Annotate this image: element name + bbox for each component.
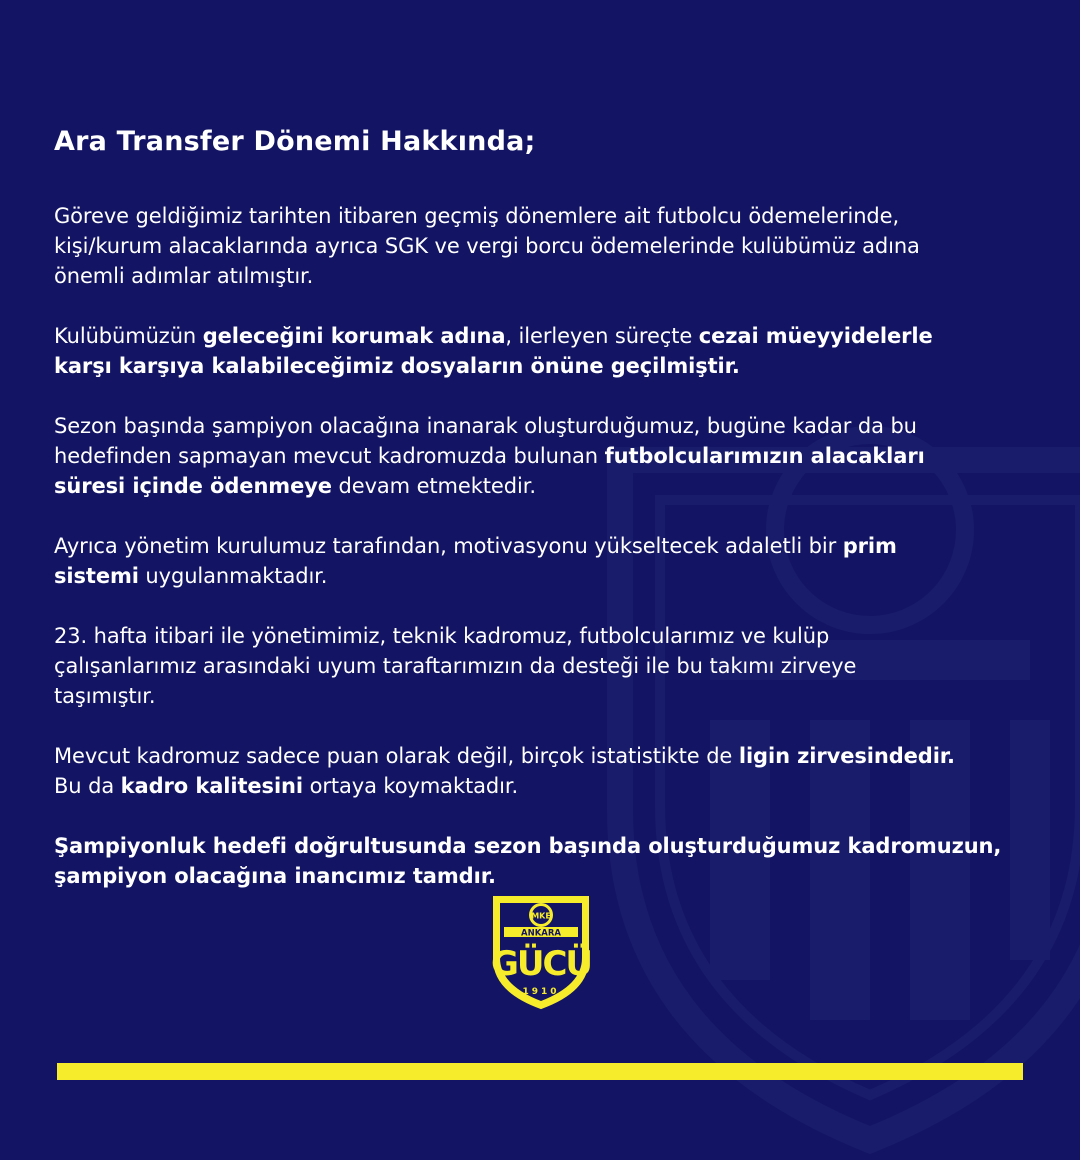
statement-paragraph [54, 531, 1044, 591]
text-run: önemli adımlar atılmıştır. [54, 264, 314, 288]
paragraph-line [54, 411, 1044, 441]
logo-name: ANKARA [521, 928, 561, 939]
bold-text: şampiyon olacağına inancımız tamdır. [54, 864, 496, 888]
paragraph-line [54, 261, 1044, 291]
paragraph-line [54, 861, 1044, 891]
paragraph-line [54, 351, 1044, 381]
text-run: , ilerleyen süreçte [505, 324, 699, 348]
logo-monogram: MKE [531, 911, 551, 921]
paragraph-line [54, 741, 1044, 771]
statement-paragraph [54, 831, 1044, 891]
club-crest-logo [490, 893, 592, 1011]
paragraph-line [54, 531, 1044, 561]
statement-body [54, 201, 1044, 891]
bold-text: ligin zirvesindedir. [738, 744, 955, 768]
logo-year: 1910 [522, 987, 560, 997]
text-run: Mevcut kadromuz sadece puan olarak değil, birçok istatistikte de [54, 744, 739, 768]
bottom-accent-bar [57, 1063, 1023, 1080]
text-run: taşımıştır. [54, 684, 156, 708]
statement-content [54, 126, 1044, 921]
paragraph-line [54, 651, 1044, 681]
bold-text: karşı karşıya kalabileceğimiz dosyaların önüne geçilmiştir. [54, 354, 740, 378]
statement-paragraph [54, 621, 1044, 711]
bold-text: prim [842, 534, 897, 558]
paragraph-line [54, 621, 1044, 651]
bold-text: süresi içinde ödenmeye [54, 474, 332, 498]
paragraph-line [54, 831, 1044, 861]
text-run: hedefinden sapmayan mevcut kadromuzda bulunan [54, 444, 605, 468]
paragraph-line [54, 561, 1044, 591]
text-run: uygulanmaktadır. [138, 564, 328, 588]
statement-paragraph [54, 411, 1044, 501]
paragraph-line [54, 681, 1044, 711]
paragraph-line [54, 471, 1044, 501]
text-run: Göreve geldiğimiz tarihten itibaren geçmiş dönemlere ait futbolcu ödemelerinde, [54, 204, 900, 228]
statement-paragraph [54, 201, 1044, 291]
statement-paragraph [54, 741, 1044, 801]
bold-text: sistemi [54, 564, 139, 588]
bold-text: futbolcularımızın alacakları [604, 444, 925, 468]
text-run: Bu da [54, 774, 121, 798]
bold-text: Şampiyonluk hedefi doğrultusunda sezon başında oluşturduğumuz kadromuzun, [54, 834, 1002, 858]
logo-word: GÜCÜ [490, 944, 592, 984]
bold-text: cezai müeyyidelerle [698, 324, 933, 348]
text-run: Ayrıca yönetim kurulumuz tarafından, motivasyonu yükseltecek adaletli bir [54, 534, 843, 558]
text-run: ortaya koymaktadır. [303, 774, 519, 798]
paragraph-line [54, 771, 1044, 801]
statement-paragraph [54, 321, 1044, 381]
text-run: kişi/kurum alacaklarında ayrıca SGK ve vergi borcu ödemelerinde kulübümüz adına [54, 234, 920, 258]
text-run: Kulübümüzün [54, 324, 203, 348]
bold-text: geleceğini korumak adına [202, 324, 506, 348]
statement-title: Ara Transfer Dönemi Hakkında; [54, 126, 536, 157]
paragraph-line [54, 201, 1044, 231]
paragraph-line [54, 441, 1044, 471]
bold-text: kadro kalitesini [120, 774, 303, 798]
text-run: devam etmektedir. [331, 474, 536, 498]
paragraph-line [54, 321, 1044, 351]
paragraph-line [54, 231, 1044, 261]
text-run: 23. hafta itibari ile yönetimimiz, teknik kadromuz, futbolcularımız ve kulüp [54, 624, 830, 648]
text-run: Sezon başında şampiyon olacağına inanarak oluşturduğumuz, bugüne kadar da bu [54, 414, 917, 438]
text-run: çalışanlarımız arasındaki uyum taraftarımızın da desteği ile bu takımı zirveye [54, 654, 857, 678]
